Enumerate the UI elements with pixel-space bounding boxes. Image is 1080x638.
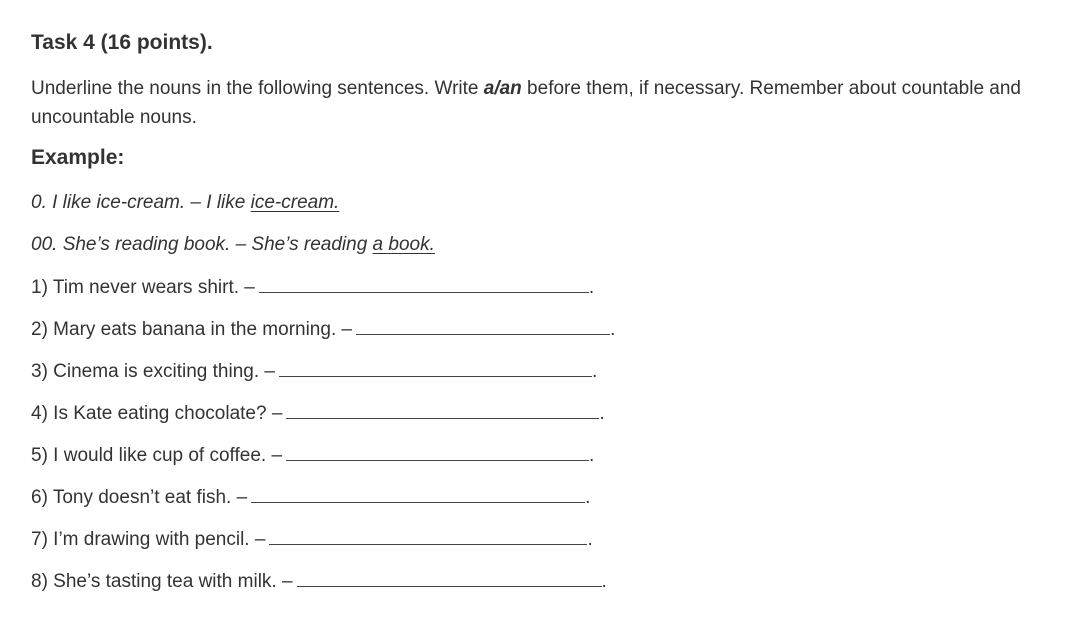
exercise-end: .: [610, 319, 616, 340]
exercise-text: 4) Is Kate eating chocolate? –: [31, 403, 283, 424]
exercise-item: [31, 274, 594, 301]
exercise-end: .: [599, 403, 605, 424]
exercise-end: .: [601, 571, 607, 592]
exercise-text: 8) She’s tasting tea with milk. –: [31, 571, 293, 592]
exercise-item: [31, 526, 593, 553]
example-sentence: [31, 232, 435, 258]
exercise-text: 5) I would like cup of coffee. –: [31, 445, 283, 466]
example-sentence-text: 00. She’s reading book. – She’s reading: [31, 234, 373, 255]
exercise-item: [31, 400, 605, 427]
answer-blank[interactable]: [286, 400, 599, 419]
answer-blank[interactable]: [279, 358, 592, 377]
task-title: Task 4 (16 points).: [31, 31, 213, 54]
example-sentence-text: 0. I like ice-cream. – I like: [31, 192, 251, 213]
answer-blank[interactable]: [297, 568, 602, 587]
exercise-item: [31, 358, 597, 385]
exercise-end: .: [589, 445, 595, 466]
answer-blank[interactable]: [356, 316, 610, 335]
exercise-item: [31, 484, 590, 511]
exercise-item: [31, 316, 615, 343]
exercise-text: 7) I’m drawing with pencil. –: [31, 529, 266, 550]
instruction-text: [31, 74, 1061, 132]
example-heading: Example:: [31, 146, 125, 169]
exercise-text: 2) Mary eats banana in the morning. –: [31, 319, 353, 340]
example-sentence: [31, 190, 339, 216]
instruction-part-1: Underline the nouns in the following sentences. Write: [31, 78, 484, 99]
exercise-end: .: [591, 361, 598, 382]
answer-blank[interactable]: [251, 484, 585, 503]
answer-blank[interactable]: [259, 274, 589, 293]
example-answer: ice-cream.: [250, 192, 340, 213]
exercise-item: [31, 442, 594, 469]
exercise-text: 3) Cinema is exciting thing. –: [31, 361, 275, 382]
exercise-end: .: [585, 487, 591, 508]
exercise-text: 1) Tim never wears shirt. –: [31, 277, 255, 298]
answer-blank[interactable]: [269, 526, 587, 545]
answer-blank[interactable]: [286, 442, 589, 461]
instruction-emphasis: a/an: [483, 78, 522, 99]
exercise-end: .: [588, 277, 595, 298]
instruction-part-2: before them, if necessary. Remember about countable and uncountable nouns.: [31, 78, 1021, 128]
example-answer: a book.: [372, 234, 435, 255]
exercise-text: 6) Tony doesn’t eat fish. –: [31, 487, 248, 508]
exercise-end: .: [587, 529, 593, 550]
exercise-item: [31, 568, 607, 595]
